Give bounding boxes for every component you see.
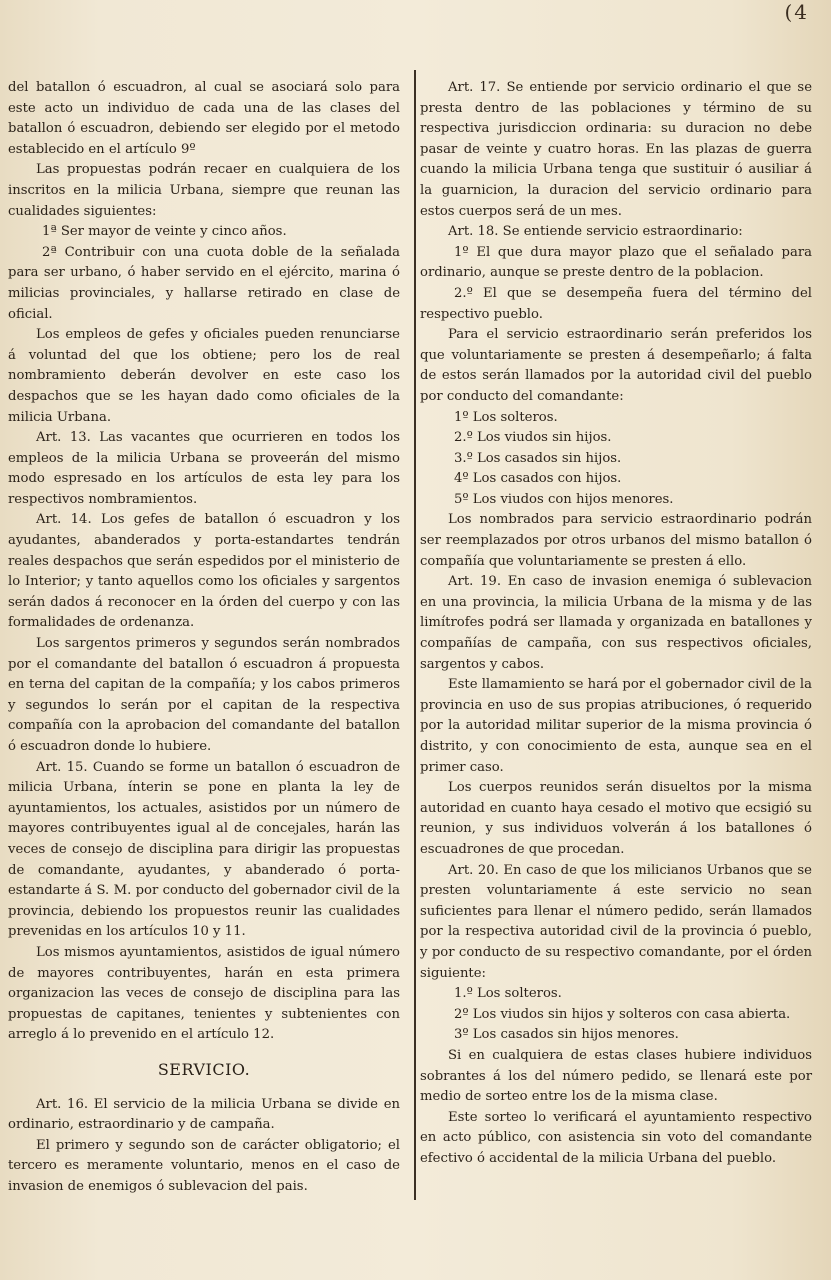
section-heading: SERVICIO. — [157, 1059, 251, 1079]
paragraph: Art. 15. Cuando se forme un batallon ó escuadron de milicia Urbana, ínterin se pone en planta la ley de ayuntamientos, los actuales, asistidos por un número de mayores contribuyentes igual al de concejales, harán las veces de consejo de disciplina para dirigir las propuestas de comandante, ayudantes, y abanderado ó porta-estandarte á S. M. por conducto del gobernador civil de la provincia, debiendo los propuestos reunir las cualidades prevenidas en los artículos 10 y 11. — [8, 759, 400, 940]
list-item: 1º Los solteros. — [454, 409, 558, 425]
paragraph: Art. 13. Las vacantes que ocurrieren en todos los empleos de la milicia Urbana se proveerán del mismo modo espresado en los artículos de esta ley para los respectivos nombramientos. — [8, 430, 400, 507]
paragraph: Los mismos ayuntamientos, asistidos de igual número de mayores contribuyentes, harán en esta primera organizacion las veces de consejo de disciplina para las propuestas de capitanes, tenientes y subtenientes con arreglo á lo prevenido en el artículo 12. — [8, 944, 400, 1043]
list-item: 1º El que dura mayor plazo que el señalado para ordinario, aunque se preste dentro de la poblacion. — [420, 244, 812, 281]
paragraph: Art. 17. Se entiende por servicio ordinario el que se presta dentro de las poblaciones y término de su respectiva jurisdiccion ordinaria: su duracion no debe pasar de veinte y cuatro horas. En las plazas de guerra cuando la milicia Urbana tenga que sustituir ó ausiliar á la guarnicion, la duracion del servicio ordinario para estos cuerpos será de un mes. — [420, 80, 812, 219]
paragraph: Para el servicio estraordinario serán preferidos los que voluntariamente se presten á desempeñarlo; á falta de estos serán llamados por la autoridad civil del pueblo por conducto del comandante: — [420, 327, 812, 404]
list-item: 2º Los viudos sin hijos y solteros con casa abierta. — [454, 1006, 791, 1022]
paragraph: Art. 18. Se entiende servicio estraordinario: — [448, 224, 743, 240]
paragraph: Art. 16. El servicio de la milicia Urbana se divide en ordinario, estraordinario y de campaña. — [8, 1096, 400, 1133]
list-item: 1ª Ser mayor de veinte y cinco años. — [42, 224, 287, 240]
paragraph: Los cuerpos reunidos serán disueltos por la misma autoridad en cuanto haya cesado el motivo que ecsigió su reunion, y sus individuos volverán á los batallones ó escuadrones de que procedan. — [420, 780, 812, 857]
paragraph: Este llamamiento se hará por el gobernador civil de la provincia en uso de sus propias atribuciones, ó requerido por la autoridad militar superior de la misma provincia ó distrito, y con conocimiento de esta, aunque sea en el primer caso. — [420, 677, 812, 775]
list-item: 2ª Contribuir con una cuota doble de la señalada para ser urbano, ó haber servido en el ejército, marina ó milicias provinciales, y hallarse retirado en clase de oficial. — [8, 244, 400, 322]
paragraph: Los nombrados para servicio estraordinario podrán ser reemplazados por otros urbanos del mismo batallon ó compañía que voluntariamente se presten á ello. — [420, 512, 812, 569]
paragraph: El primero y segundo son de carácter obligatorio; el tercero es meramente voluntario, menos en el caso de invasion de enemigos ó sublevacion del pais. — [8, 1137, 400, 1194]
paragraph: Art. 20. En caso de que los milicianos Urbanos que se presten voluntariamente á este servicio no sean suficientes para llenar el número pedido, serán llamados por la respectiva autoridad civil de la provincia ó pueblo, y por conducto de su respectivo comandante, por el órden siguiente: — [420, 862, 812, 981]
paragraph: Los empleos de gefes y oficiales pueden renunciarse á voluntad del que los obtiene; pero los de real nombramiento deberán devolver en este caso los despachos que se les hayan dado como oficiales de la milicia Urbana. — [8, 327, 400, 425]
paragraph: Los sargentos primeros y segundos serán nombrados por el comandante del batallon ó escuadron á propuesta en terna del capitan de la compañía; y los cabos primeros y segundos lo serán por el capitan de la respectiva compañía con la aprobacion del comandante del batallon ó escuadron donde lo hubiere. — [8, 636, 400, 754]
list-item: 3º Los casados sin hijos menores. — [454, 1027, 679, 1043]
right-column — [420, 78, 812, 1169]
page-corner-mark: (4 — [784, 0, 809, 24]
list-item: 2.º Los viudos sin hijos. — [454, 430, 612, 446]
paragraph: Art. 14. Los gefes de batallon ó escuadron y los ayudantes, abanderados y porta-estandartes tendrán reales despachos que serán espedidos por el ministerio de lo Interior; y tanto aquellos como los oficiales y sargentos serán dados á reconocer en la órden del cuerpo y con las formalidades de ordenanza. — [8, 512, 400, 631]
list-item: 2.º El que se desempeña fuera del término del respectivo pueblo. — [420, 285, 812, 322]
paragraph: Este sorteo lo verificará el ayuntamiento respectivo en acto público, con asistencia sin voto del comandante efectivo ó accidental de la milicia Urbana del pueblo. — [420, 1109, 812, 1166]
column-divider — [414, 70, 416, 1200]
list-item: 5º Los viudos con hijos menores. — [454, 491, 674, 507]
list-item: 4º Los casados con hijos. — [454, 471, 622, 487]
paragraph: Las propuestas podrán recaer en cualquiera de los inscritos en la milicia Urbana, siempre que reunan las cualidades siguientes: — [8, 162, 400, 219]
left-column — [8, 78, 400, 1197]
paragraph: Si en cualquiera de estas clases hubiere individuos sobrantes á los del número pedido, se llenará este por medio de sorteo entre los de la misma clase. — [420, 1047, 812, 1105]
list-item: 1.º Los solteros. — [454, 986, 562, 1002]
list-item: 3.º Los casados sin hijos. — [454, 450, 622, 466]
paragraph: Art. 19. En caso de invasion enemiga ó sublevacion en una provincia, la milicia Urbana de la misma y de las limítrofes podrá ser llamada y organizada en batallones y compañías de campaña, con sus respectivos oficiales, sargentos y cabos. — [420, 574, 812, 672]
paragraph: del batallon ó escuadron, al cual se asociará solo para este acto un individuo de cada una de las clases del batallon ó escuadron, debiendo ser elegido por el metodo establecido en el artículo 9º — [8, 80, 400, 157]
